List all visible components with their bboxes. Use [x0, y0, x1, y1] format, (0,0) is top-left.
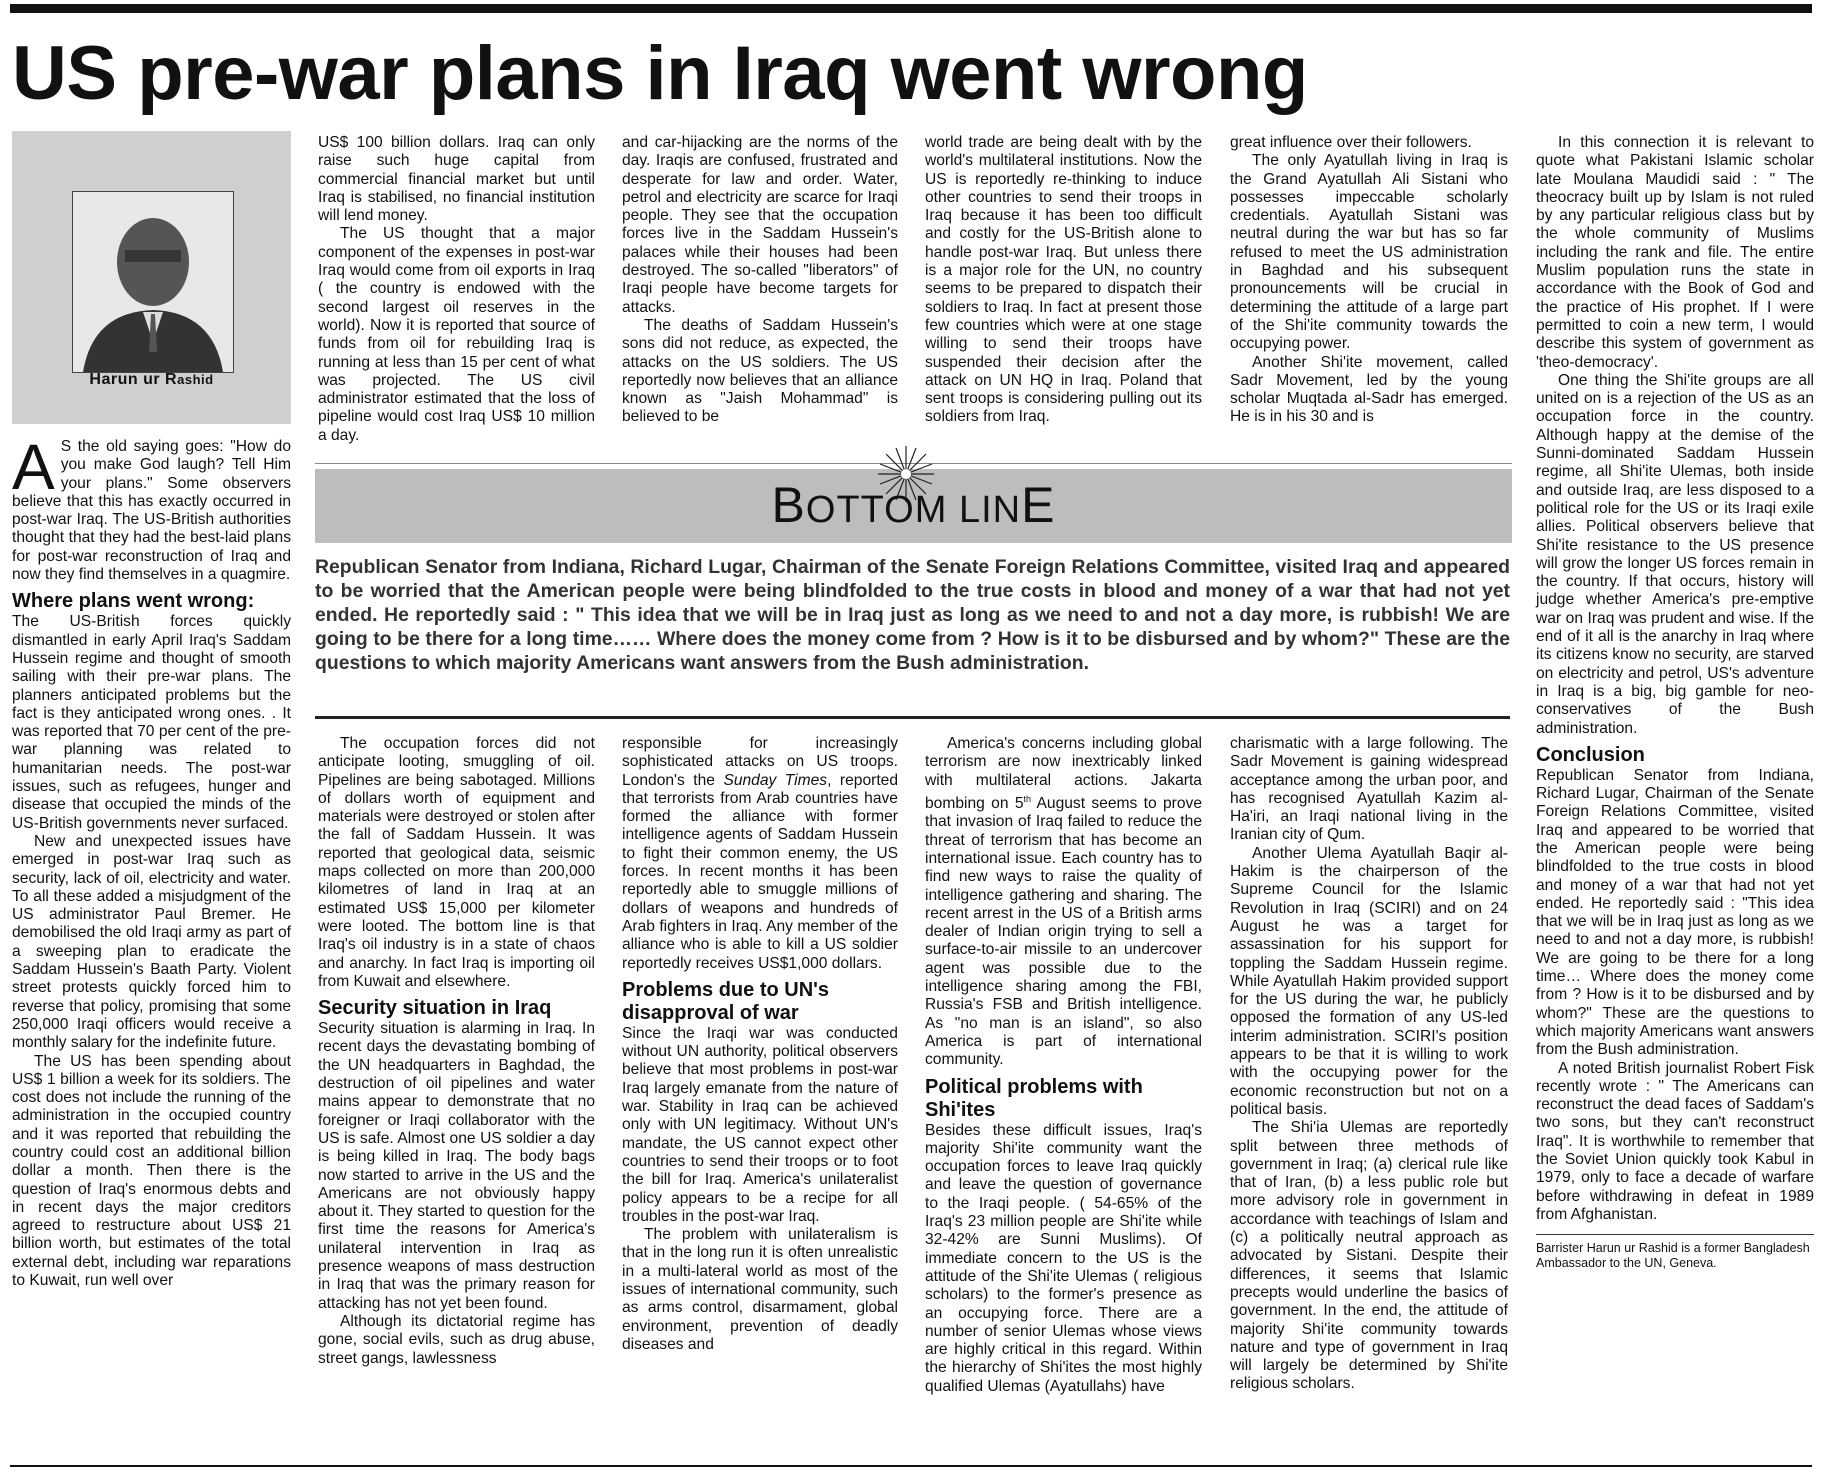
author-photo	[72, 191, 234, 373]
bottom-line-rule	[315, 716, 1510, 719]
paragraph: Republican Senator from Indiana, Richard Lugar, Chairman of the Senate Foreign Relations Committee, visited Iraq and appeared to be worried that the American people were being blindfolded to the true costs in blood and money of a war that had not yet ended. He reportedly said : "This idea that we will be in Iraq just as long as we need to and not a day more, is rubbish! We are going to be there for a long time… Where does the money come from ? How is it to be disbursed and by whom?" These are the questions to which majority Americans want answers from the Bush administration.	[1536, 766, 1814, 1059]
paragraph: A noted British journalist Robert Fisk recently wrote : " The Americans can reconstruct the dead faces of Saddam's two sons, but they can't reconstruct Iraq". It is worthwhile to remember that the Soviet Union quickly took Kabul in 1979, only to face a decade of warfare before withdrawing in defeat in 1989 from Afghanistan.	[1536, 1059, 1814, 1223]
bottom-rule	[10, 1465, 1812, 1467]
byline-first: Harun ur	[89, 371, 166, 388]
superscript: th	[1023, 793, 1032, 804]
paragraph: The Shi'ia Ulemas are reportedly split between three methods of government in Iraq; (a) clerical rule like that of Iran, (b) a less public role but more advisory role in government in accordance with teachings of Islam and (c) a politically neutral approach as advocated by Sistani. Despite their differences, it seems that Islamic precepts would underline the basics of government. In the end, the attitude of majority Shi'ite community towards nature and type of government in Iraq will largely be determined by Shi'ite religious scholars.	[1230, 1119, 1508, 1393]
intro-paragraph	[12, 431, 291, 584]
paragraph: Since the Iraqi war was conducted without UN authority, political observers believe that most problems in post-war Iraq largely emanate from the nature of war. Stability in Iraq can be achieved only with UN legitimacy. Without UN's mandate, the US cannot expect other countries to send their troops or to foot the bill for Iraq. America's unilateralist policy appears to be a recipe for all troubles in the post-war Iraq.	[622, 1024, 898, 1225]
paragraph: The US has been spending about US$ 1 billion a week for its soldiers. The cost does not include the running of the administration in the occupied country and it was reported that rebuilding the country could cost an additional billion dollar a month. Then there is the question of Iraq's enormous debts and in recent days the major creditors agreed to restructure about US$ 21 billion worth, but estimates of the total external debt, including war reparations to Kuwait, run well over	[12, 1052, 291, 1290]
column-5-bottom	[1230, 735, 1508, 1394]
author-footnote: Barrister Harun ur Rashid is a former Bangladesh Ambassador to the UN, Geneva.	[1536, 1234, 1814, 1271]
column-6	[1536, 134, 1814, 1271]
paragraph: In this connection it is relevant to quote what Pakistani Islamic scholar late Moulana Maudidi said : " The theocracy built up by Islam is not ruled by any particular religious class but by the whole community of Muslims including the rank and file. The entire Muslim population runs the state in accordance with the Book of God and the practice of His prophet. If I were permitted to coin a new term, I would describe this system of government as 'theo-democracy'.	[1536, 134, 1814, 371]
paragraph: and car-hijacking are the norms of the day. Iraqis are confused, frustrated and desperate for law and order. Water, petrol and electricity are scarce for Iraqi people. They see that the occupation forces live in the Saddam Hussein's palaces while their houses had been destroyed. The so-called "liberators" of Iraqi people have become targets for attacks.	[622, 134, 898, 316]
column-1	[12, 431, 291, 1290]
portrait-icon	[73, 192, 233, 372]
paragraph: One thing the Shi'ite groups are all united on is a rejection of the US as an occupation force in the country. Although happy at the demise of the Sunni-dominated Saddam Hussein regime, all Shi'ite Ulemas, both inside and outside Iraq, are less disposed to a political role for the US or its Iraqi exile allies. Political observers believe that Shi'ite resistance to the US presence will grow the longer US forces remain in the country. If that occurs, history will judge whether America's pre-emptive war on Iraq was prudent and wise. If the end of it all is the anarchy in Iraq where its citizens know no security, are starved on electricity and petrol, US's adventure in Iraq is a big, big gamble for neo-conservatives of the Bush administration.	[1536, 371, 1814, 737]
subheading-conclusion: Conclusion	[1536, 743, 1645, 766]
paragraph: Another Ulema Ayatullah Baqir al-Hakim is the chairperson of the Supreme Council for the Islamic Revolution in Iraq (SCIRI) and on 24 August he was a target for assassination for his support for toppling the Saddam Hussein regime. While Ayatullah Hakim provided support for the US during the war, he publicly opposed the formation of any US-led interim administration. SCIRI's position appears to be that it is willing to work with the occupying power for the economic reconstruction but not on a political basis.	[1230, 844, 1508, 1118]
paragraph: world trade are being dealt with by the world's multilateral institutions. Now the US is reportedly re-thinking to induce other countries to send their troops in Iraq because it has been too difficult and costly for the US-British alone to handle post-war Iraq. But unless there is a major role for the UN, no country seems to be prepared to dispatch their soldiers to Iraq. In fact at present those few countries which were at one stage willing to send their troops have suspended their decision after the attack on UN HQ in Iraq. Poland that sent troops is considering pulling out its soldiers from Iraq.	[925, 134, 1202, 426]
drop-cap: A	[12, 431, 55, 503]
page-title: US pre-war plans in Iraq went wrong	[12, 31, 1308, 116]
paragraph: Besides these difficult issues, Iraq's majority Shi'ite community want the occupation forces to leave Iraq quickly and leave the question of governance to the Iraqi people. ( 54-65% of the Iraq's 23 million people are Shi'ite while 32-42% are Sunni Muslims). Of immediate concern to the US is the attitude of the Shi'ite Ulemas ( religious scholars) to the former's presence as an occupying force. There are a number of senior Ulemas whose views are highly critical in this regard. Within the hierarchy of Shi'ites the most highly qualified Ulemas (Ayatullahs) have	[925, 1121, 1202, 1395]
paragraph: The deaths of Saddam Hussein's sons did not reduce, as expected, the attacks on the US soldiers. The US reportedly now believes that an alliance known as "Jaish Mohammad" is believed to be	[622, 316, 898, 426]
column-5-top	[1230, 134, 1508, 427]
column-2-bottom	[318, 735, 595, 1368]
paragraph: The occupation forces did not anticipate looting, smuggling of oil. Pipelines are being sabotaged. Millions of dollars worth of equipment and materials were destroyed or stolen after the fall of Saddam Hussein. It was reported that geological data, seismic maps collected on more than 200,000 kilometres of land in Iraq at an estimated US$ 15,000 per kilometer were looted. The bottom line is that Iraq's oil industry is in a state of chaos and anarchy. In fact Iraq is importing oil from Kuwait and elsewhere.	[318, 735, 595, 990]
column-4-top	[925, 134, 1202, 427]
bl-title-part: OTTOM	[805, 489, 959, 531]
paragraph: Another Shi'ite movement, called Sadr Movement, led by the young scholar Muqtada al-Sadr has emerged. He is in his 30 and is	[1230, 353, 1508, 426]
column-3-bottom	[622, 735, 898, 1354]
paragraph: The problem with unilateralism is that in the long run it is often unrealistic in a multi-lateral world as most of the issues of international community, such as arms control, disarmament, global environment, prevention of deadly diseases and	[622, 1226, 898, 1353]
paragraph: great influence over their followers.	[1230, 134, 1472, 151]
column-3-top	[622, 134, 898, 427]
column-2-top	[318, 134, 595, 445]
subheading-shiites: Political problems with Shi'ites	[925, 1075, 1143, 1121]
subheading-security: Security situation in Iraq	[318, 997, 552, 1020]
paragraph: The only Ayatullah living in Iraq is the Grand Ayatullah Ali Sistani who possesses impeccable scholarly credentials. Ayatullah Sistani was neutral during the war but has so far refused to meet the US administration in Baghdad and his subsequent pronouncements will be crucial in determining the attitude of a large part of the Shi'ite community towards the occupying power.	[1230, 152, 1508, 353]
author-byline	[12, 371, 291, 389]
paragraph: New and unexpected issues have emerged in post-war Iraq such as security, lack of oil, electricity and water. To all these added a misjudgment of the US administrator Paul Bremer. He demobilised the old Iraqi army as part of a sweeping plan to eradicate the Saddam Hussein's Baath Party. Violent street protests quickly forced him to reverse that policy, promising that some 250,000 Iraqi officers would receive a monthly salary for the indefinite future.	[12, 832, 291, 1052]
byline-last-rest: ashid	[177, 372, 214, 387]
bl-title-part: E	[1021, 477, 1056, 533]
publication-name: Sunday Times	[723, 771, 828, 789]
text-run: , reported that terrorists from Arab countries have formed the alliance with former intelligence agents of Saddam Hussein to fight their common enemy, the US forces. In recent months it has been reportedly able to smuggle millions of dollars of weapons and hundreds of Arab fighters in Iraq. Any member of the alliance who is able to kill a US soldier reportedly receives US$1,000 dollars.	[622, 771, 898, 972]
top-rule	[10, 4, 1812, 13]
column-4-bottom	[925, 735, 1202, 1396]
paragraph: The US thought that a major component of the expenses in post-war Iraq would come from oil exports in Iraq ( the country is endowed with the second largest oil reserves in the world). Now it is reported that source of funds from oil for rebuilding Iraq is running at less than 15 per cent of what was projected. The US civil administrator estimated that the loss of pipeline would cost Iraq US$ 10 million a day.	[318, 225, 595, 444]
text-run: August seems to prove that invasion of Iraq failed to reduce the threat of terrorism that has become an international issue. Each country has to find new ways to raise the quality of intelligence gathering and sharing. The recent arrest in the US of a British arms dealer of Indian origin trying to sell a surface-to-air missile to an undercover agent was possible due to the intelligence sharing among the FBI, Russia's FSB and British intelligence. As "no man is an island", so also America is part of international community.	[925, 795, 1202, 1069]
paragraph	[622, 735, 898, 973]
author-photo-box	[12, 131, 291, 424]
paragraph: Security situation is alarming in Iraq. In recent days the devastating bombing of the UN headquarters in Baghdad, the destruction of oil pipelines and water mains appear to demonstrate that no foreigner or Iraqi collaborator with the US is safe. Almost one US soldier a day is being killed in Iraq. The body bags now started to arrive in the US and the Americans are not obviously happy about it. They started to question for the first time the reasons for America's unilateral intervention in Iraq as presence weapons of mass destruction in Iraq that was the primary reason for attacking has not yet been found.	[318, 1020, 595, 1312]
subheading-where-plans: Where plans went wrong:	[12, 590, 255, 613]
subheading-un-disapproval: Problems due to UN's disapproval of war	[622, 978, 830, 1024]
text-run: responsible for increasingly sophisticated attacks on US troops. London's the	[622, 735, 898, 789]
intro-text: S the old saying goes: "How do you make God laugh? Tell Him your plans." Some observers believe that this has exactly occurred in post-war Iraq. The US-British authorities thought that they had the best-laid plans for post-war reconstruction of Iraq and now they find themselves in a quagmire.	[12, 438, 291, 584]
paragraph: The US-British forces quickly dismantled in early April Iraq's Saddam Hussein regime and thought of smooth sailing with their pre-war plans. The planners anticipated problems but the fact is they anticipated wrong ones. . It was reported that 70 per cent of the pre-war planning was related to humanitarian needs. The post-war issues, such as refugees, hunger and disease that occupied the minds of the US-British governments never surfaced.	[12, 613, 291, 832]
bottom-line-title	[315, 475, 1512, 540]
byline-last-initial: R	[165, 371, 178, 388]
text-run: America's concerns including global terrorism are now inextricably linked with multilateral actions. Jakarta bombing on 5	[925, 735, 1202, 813]
bl-title-part: LIN	[958, 489, 1022, 531]
paragraph: US$ 100 billion dollars. Iraq can only raise such huge capital from commercial financial market but until Iraq is stabilised, no financial institution will lend money.	[318, 134, 595, 225]
paragraph: charismatic with a large following. The Sadr Movement is gaining widespread acceptance among the urban poor, and has recognised Ayatullah Kazim al-Ha'iri, an Iraqi national living in the Iranian city of Qum.	[1230, 735, 1508, 844]
paragraph: Although its dictatorial regime has gone, social evils, such as drug abuse, street gangs, lawlessness	[318, 1312, 595, 1367]
paragraph	[925, 735, 1202, 1070]
bl-title-part: B	[771, 477, 806, 533]
bottom-line-text: Republican Senator from Indiana, Richard Lugar, Chairman of the Senate Foreign Relations Committee, visited Iraq and appeared to be worried that the American people were being blindfolded to the true costs in blood and money of a war that had not yet ended. He reportedly said : " This idea that we will be in Iraq just as long as we need to and not a day more, is rubbish! We are going to be there for a long time…… Where does the money come from ? How is it to be disbursed and by whom?" These are the questions to which majority Americans want answers from the Bush administration.	[315, 556, 1510, 674]
